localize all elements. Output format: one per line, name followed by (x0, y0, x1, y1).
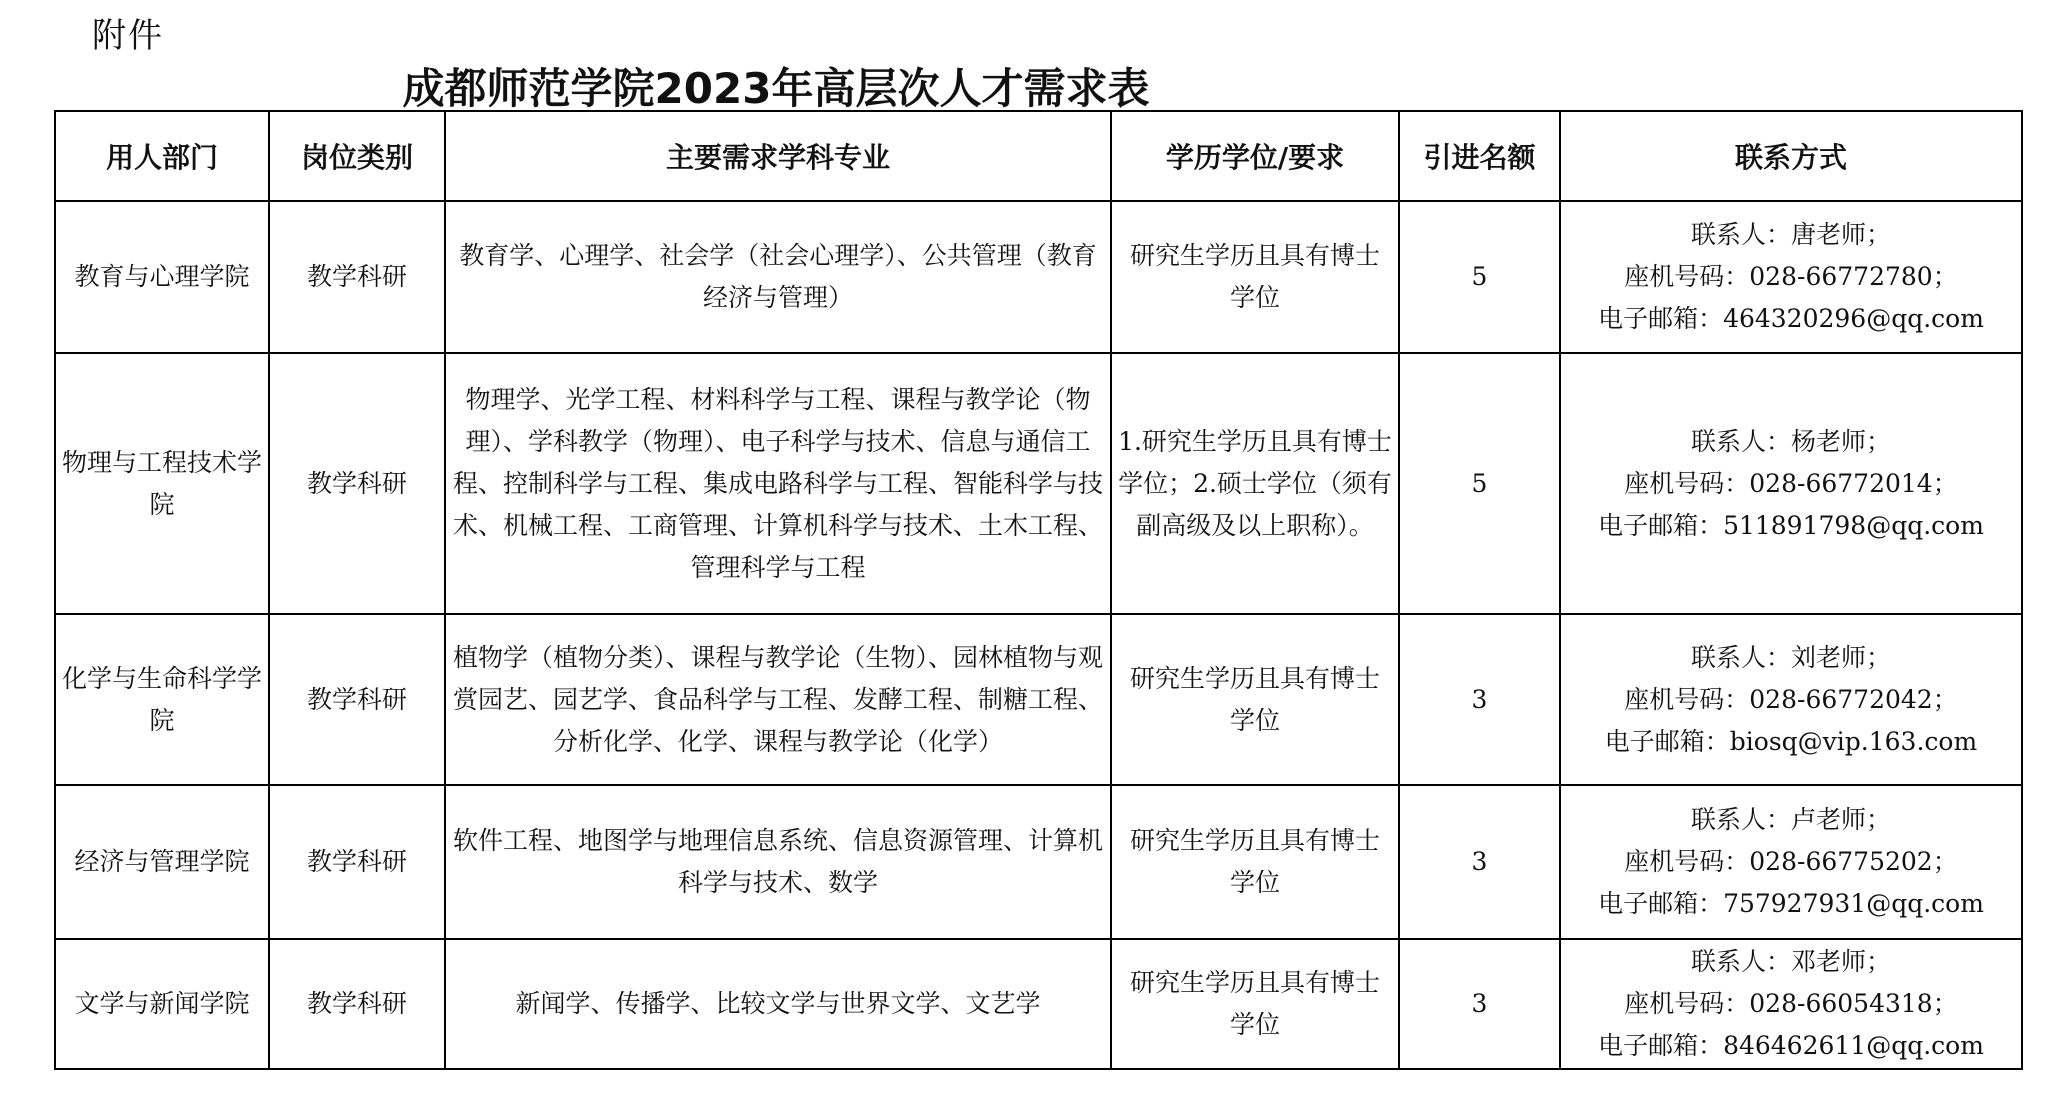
contact-person: 联系人：刘老师； (1690, 642, 1891, 672)
quota-cell: 3 (1399, 614, 1560, 785)
table-row (55, 785, 2022, 939)
table-row (55, 939, 2022, 1069)
degree-cell: 研究生学历且具有博士学位 (1111, 785, 1399, 939)
contact-phone: 座机号码：028-66772014； (1624, 468, 1958, 498)
contact-email: 电子邮箱：846462611@qq.com (1598, 1031, 1984, 1060)
subjects-cell: 软件工程、地图学与地理信息系统、信息资源管理、计算机科学与技术、数学 (445, 785, 1111, 939)
position-type-cell: 教学科研 (269, 785, 445, 939)
position-type-cell: 教学科研 (269, 614, 445, 785)
degree-cell: 1.研究生学历且具有博士学位；2.硕士学位（须有副高级及以上职称）。 (1111, 353, 1399, 614)
header-department: 用人部门 (55, 111, 269, 201)
contact-cell (1560, 614, 2022, 785)
subjects-cell: 植物学（植物分类）、课程与教学论（生物）、园林植物与观赏园艺、园艺学、食品科学与工程、发酵工程、制糖工程、分析化学、化学、课程与教学论（化学） (445, 614, 1111, 785)
subjects-cell: 新闻学、传播学、比较文学与世界文学、文艺学 (445, 939, 1111, 1069)
quota-cell: 5 (1399, 201, 1560, 353)
quota-cell: 5 (1399, 353, 1560, 614)
quota-cell: 3 (1399, 939, 1560, 1069)
contact-cell (1560, 353, 2022, 614)
department-cell: 物理与工程技术学院 (55, 353, 269, 614)
department-cell: 化学与生命科学学院 (55, 614, 269, 785)
contact-phone: 座机号码：028-66772780； (1624, 262, 1958, 291)
subjects-cell: 教育学、心理学、社会学（社会心理学）、公共管理（教育经济与管理） (445, 201, 1111, 353)
position-type-cell: 教学科研 (269, 353, 445, 614)
degree-cell: 研究生学历且具有博士学位 (1111, 614, 1399, 785)
table-row (55, 353, 2022, 614)
position-type-cell: 教学科研 (269, 939, 445, 1069)
header-quota: 引进名额 (1399, 111, 1560, 201)
table-row (55, 614, 2022, 785)
contact-person: 联系人：唐老师； (1690, 220, 1891, 249)
contact-email: 电子邮箱：511891798@qq.com (1598, 510, 1984, 540)
contact-email: 电子邮箱：464320296@qq.com (1598, 304, 1984, 333)
degree-cell: 研究生学历且具有博士学位 (1111, 201, 1399, 353)
contact-phone: 座机号码：028-66772042； (1624, 684, 1958, 714)
page-title: 成都师范学院2023年高层次人才需求表 (402, 64, 1150, 113)
department-cell: 文学与新闻学院 (55, 939, 269, 1069)
contact-cell (1560, 785, 2022, 939)
department-cell: 经济与管理学院 (55, 785, 269, 939)
header-degree: 学历学位/要求 (1111, 111, 1399, 201)
header-position-type: 岗位类别 (269, 111, 445, 201)
contact-person: 联系人：杨老师； (1690, 426, 1891, 456)
contact-cell (1560, 939, 2022, 1069)
talent-demand-table (54, 110, 2023, 1070)
header-subjects: 主要需求学科专业 (445, 111, 1111, 201)
contact-phone: 座机号码：028-66775202； (1624, 847, 1958, 876)
header-contact: 联系方式 (1560, 111, 2022, 201)
contact-person: 联系人：邓老师； (1690, 947, 1891, 976)
degree-cell: 研究生学历且具有博士学位 (1111, 939, 1399, 1069)
attachment-label: 附件 (92, 16, 164, 56)
department-cell: 教育与心理学院 (55, 201, 269, 353)
position-type-cell: 教学科研 (269, 201, 445, 353)
contact-email: 电子邮箱：757927931@qq.com (1598, 889, 1984, 918)
quota-cell: 3 (1399, 785, 1560, 939)
contact-phone: 座机号码：028-66054318； (1624, 989, 1958, 1018)
table-header-row (55, 111, 2022, 201)
table-row (55, 201, 2022, 353)
contact-cell (1560, 201, 2022, 353)
contact-person: 联系人：卢老师； (1690, 805, 1891, 834)
subjects-cell: 物理学、光学工程、材料科学与工程、课程与教学论（物理）、学科教学（物理）、电子科学与技术、信息与通信工程、控制科学与工程、集成电路科学与工程、智能科学与技术、机械工程、工商管理、计算机科学与技术、土木工程、管理科学与工程 (445, 353, 1111, 614)
contact-email: 电子邮箱：biosq@vip.163.com (1604, 726, 1978, 756)
